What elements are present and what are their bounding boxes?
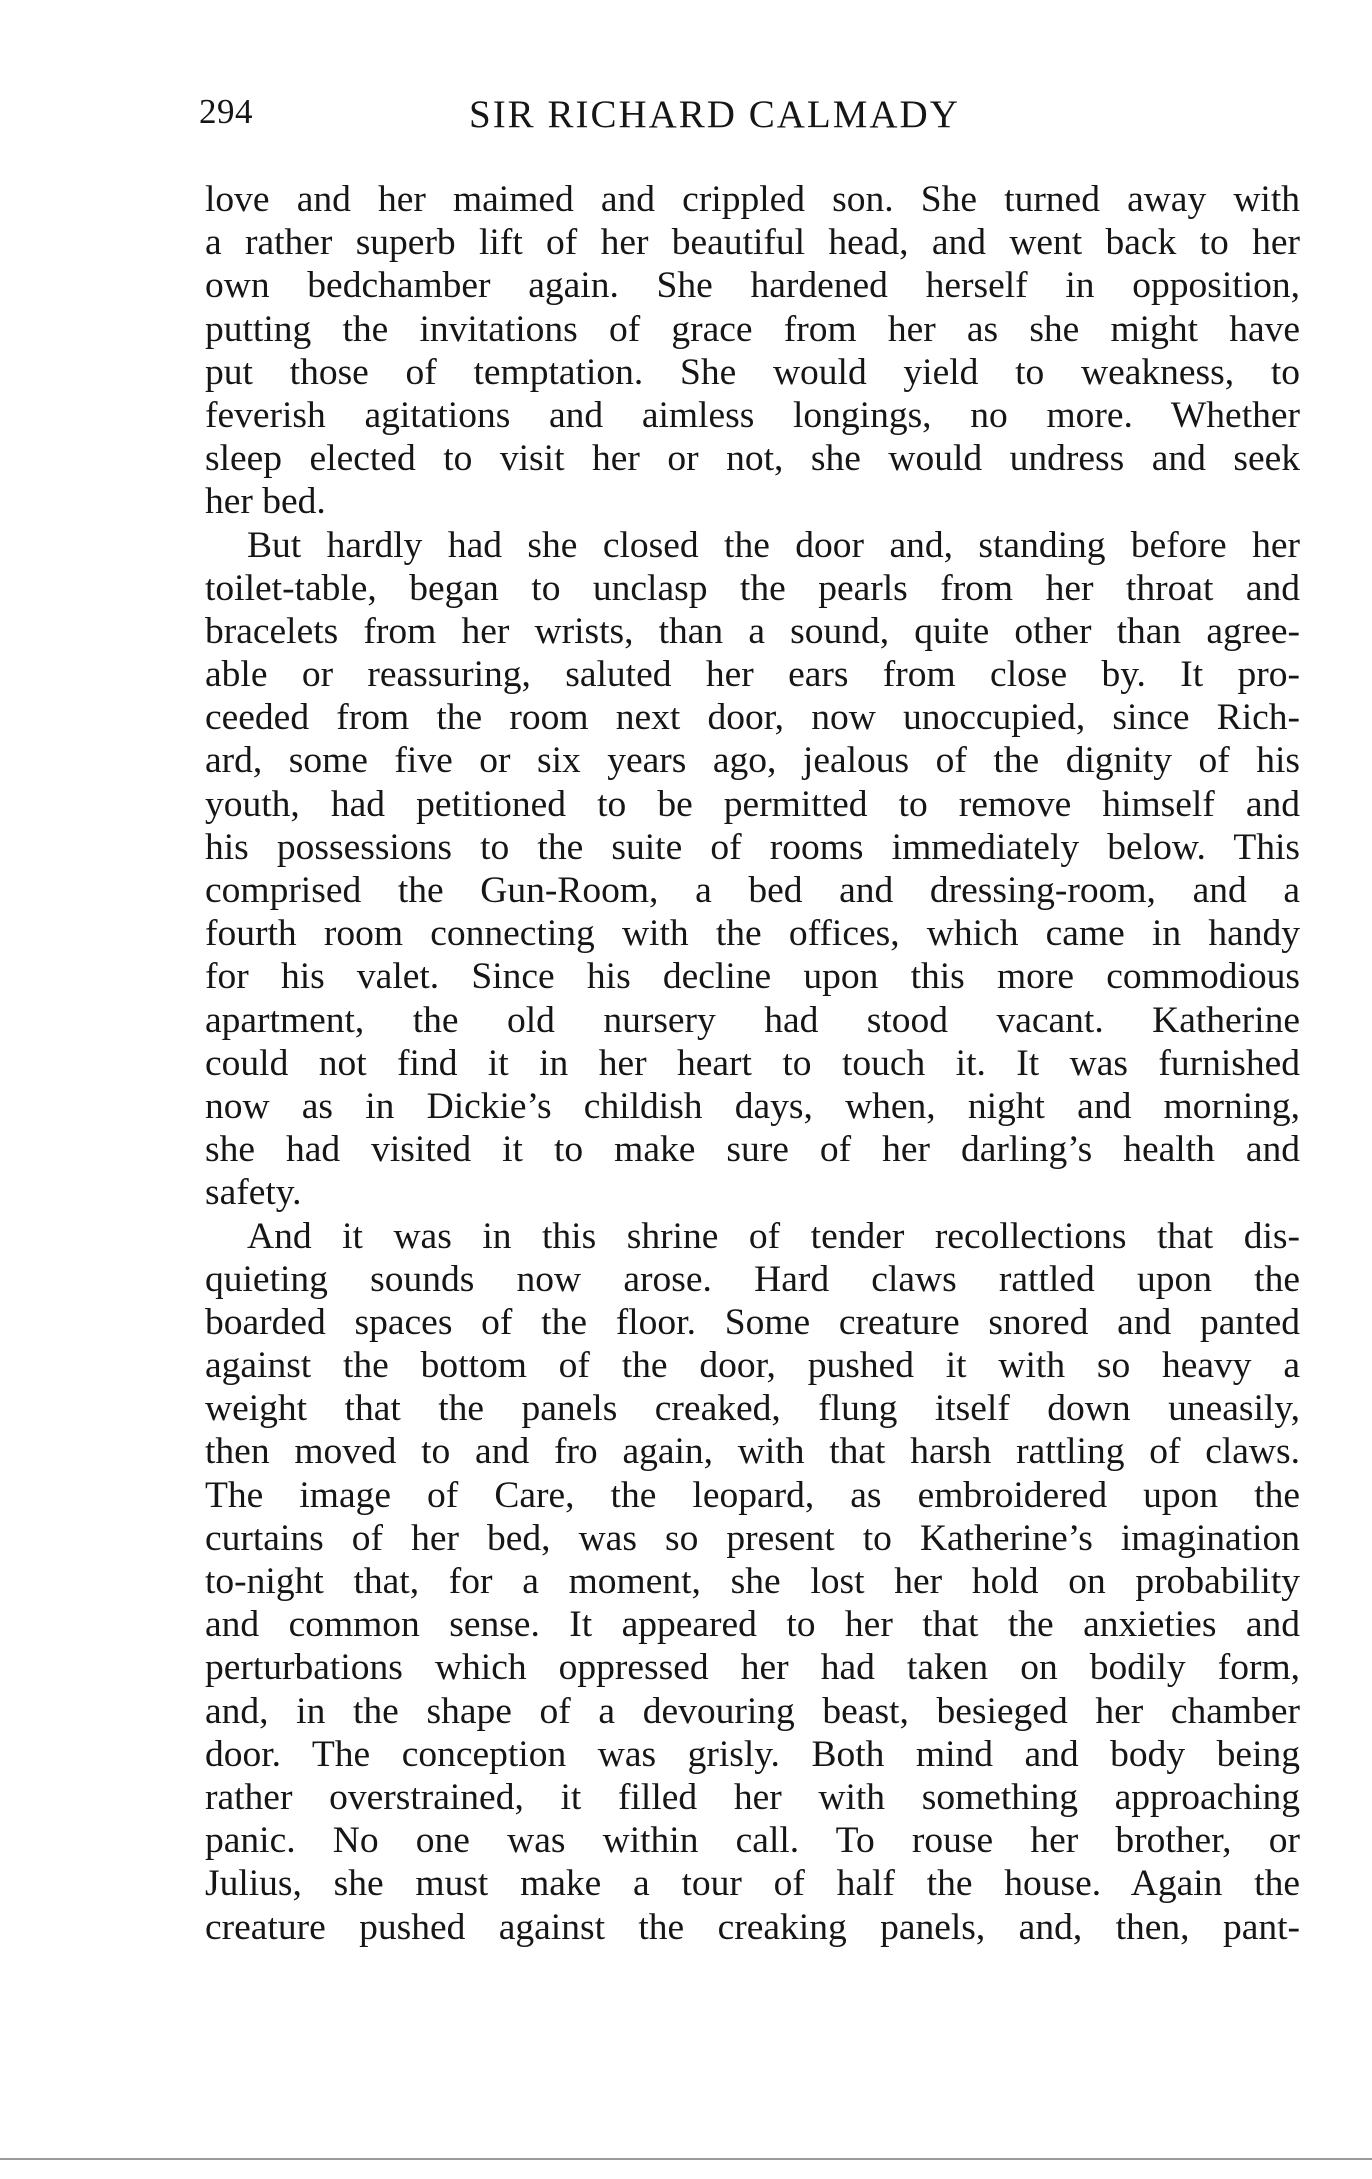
text-line: putting the invitations of grace from her as she might have	[205, 308, 1300, 350]
text-line: her bed.	[205, 481, 326, 523]
text-line: Julius, she must make a tour of half the house. Again the	[205, 1863, 1300, 1905]
text-line: sleep elected to visit her or not, she would undress and seek	[205, 438, 1300, 480]
text-line: now as in Dickie’s childish days, when, night and morning,	[205, 1085, 1300, 1127]
text-line: curtains of her bed, was so present to Katherine’s imagination	[205, 1517, 1300, 1559]
text-line: she had visited it to make sure of her darling’s health and	[205, 1129, 1300, 1171]
text-line: own bedchamber again. She hardened herself in opposition,	[205, 265, 1300, 307]
text-line: ceeded from the room next door, now unoccupied, since Rich-	[205, 697, 1300, 739]
text-line: But hardly had she closed the door and, standing before her	[247, 524, 1300, 566]
text-line: rather overstrained, it filled her with something approaching	[205, 1776, 1300, 1818]
text-line: youth, had petitioned to be permitted to remove himself and	[205, 783, 1300, 825]
page-bottom-rule	[0, 2158, 1372, 2160]
text-line: then moved to and fro again, with that harsh rattling of claws.	[205, 1431, 1300, 1473]
text-line: apartment, the old nursery had stood vacant. Katherine	[205, 999, 1300, 1041]
text-line: And it was in this shrine of tender recollections that dis-	[247, 1215, 1300, 1257]
body-text	[205, 178, 1300, 1949]
running-head	[199, 92, 1299, 152]
text-line: door. The conception was grisly. Both mind and body being	[205, 1733, 1300, 1775]
text-line: able or reassuring, saluted her ears from close by. It pro-	[205, 654, 1300, 696]
text-line: and common sense. It appeared to her that the anxieties and	[205, 1604, 1300, 1646]
book-title: SIR RICHARD CALMADY	[469, 93, 960, 136]
text-line: boarded spaces of the floor. Some creature snored and panted	[205, 1301, 1300, 1343]
text-line: fourth room connecting with the offices, which came in handy	[205, 913, 1300, 955]
text-line: ard, some five or six years ago, jealous of the dignity of his	[205, 740, 1300, 782]
text-line: toilet-table, began to unclasp the pearls from her throat and	[205, 567, 1300, 609]
page-number: 294	[199, 92, 253, 131]
text-line: creature pushed against the creaking panels, and, then, pant-	[205, 1906, 1300, 1948]
text-line: and, in the shape of a devouring beast, besieged her chamber	[205, 1690, 1300, 1732]
text-line: against the bottom of the door, pushed it with so heavy a	[205, 1345, 1300, 1387]
text-line: for his valet. Since his decline upon this more commodious	[205, 956, 1300, 998]
text-line: The image of Care, the leopard, as embroidered upon the	[205, 1474, 1300, 1516]
text-line: a rather superb lift of her beautiful head, and went back to her	[205, 222, 1300, 264]
text-line: love and her maimed and crippled son. She turned away with	[205, 179, 1300, 220]
text-line: safety.	[205, 1172, 302, 1214]
text-line: feverish agitations and aimless longings, no more. Whether	[205, 394, 1300, 436]
text-line: to-night that, for a moment, she lost her hold on probability	[205, 1561, 1300, 1602]
text-line: panic. No one was within call. To rouse her brother, or	[205, 1820, 1300, 1862]
text-line: his possessions to the suite of rooms immediately below. This	[205, 826, 1300, 868]
text-line: put those of temptation. She would yield to weakness, to	[205, 351, 1300, 393]
text-line: quieting sounds now arose. Hard claws rattled upon the	[205, 1258, 1300, 1300]
text-line: bracelets from her wrists, than a sound, quite other than agree-	[205, 610, 1300, 652]
text-line: perturbations which oppressed her had taken on bodily form,	[205, 1647, 1300, 1689]
text-line: weight that the panels creaked, flung itself down uneasily,	[205, 1388, 1300, 1430]
text-line: comprised the Gun-Room, a bed and dressing-room, and a	[205, 870, 1300, 911]
text-line: could not find it in her heart to touch it. It was furnished	[205, 1042, 1300, 1084]
